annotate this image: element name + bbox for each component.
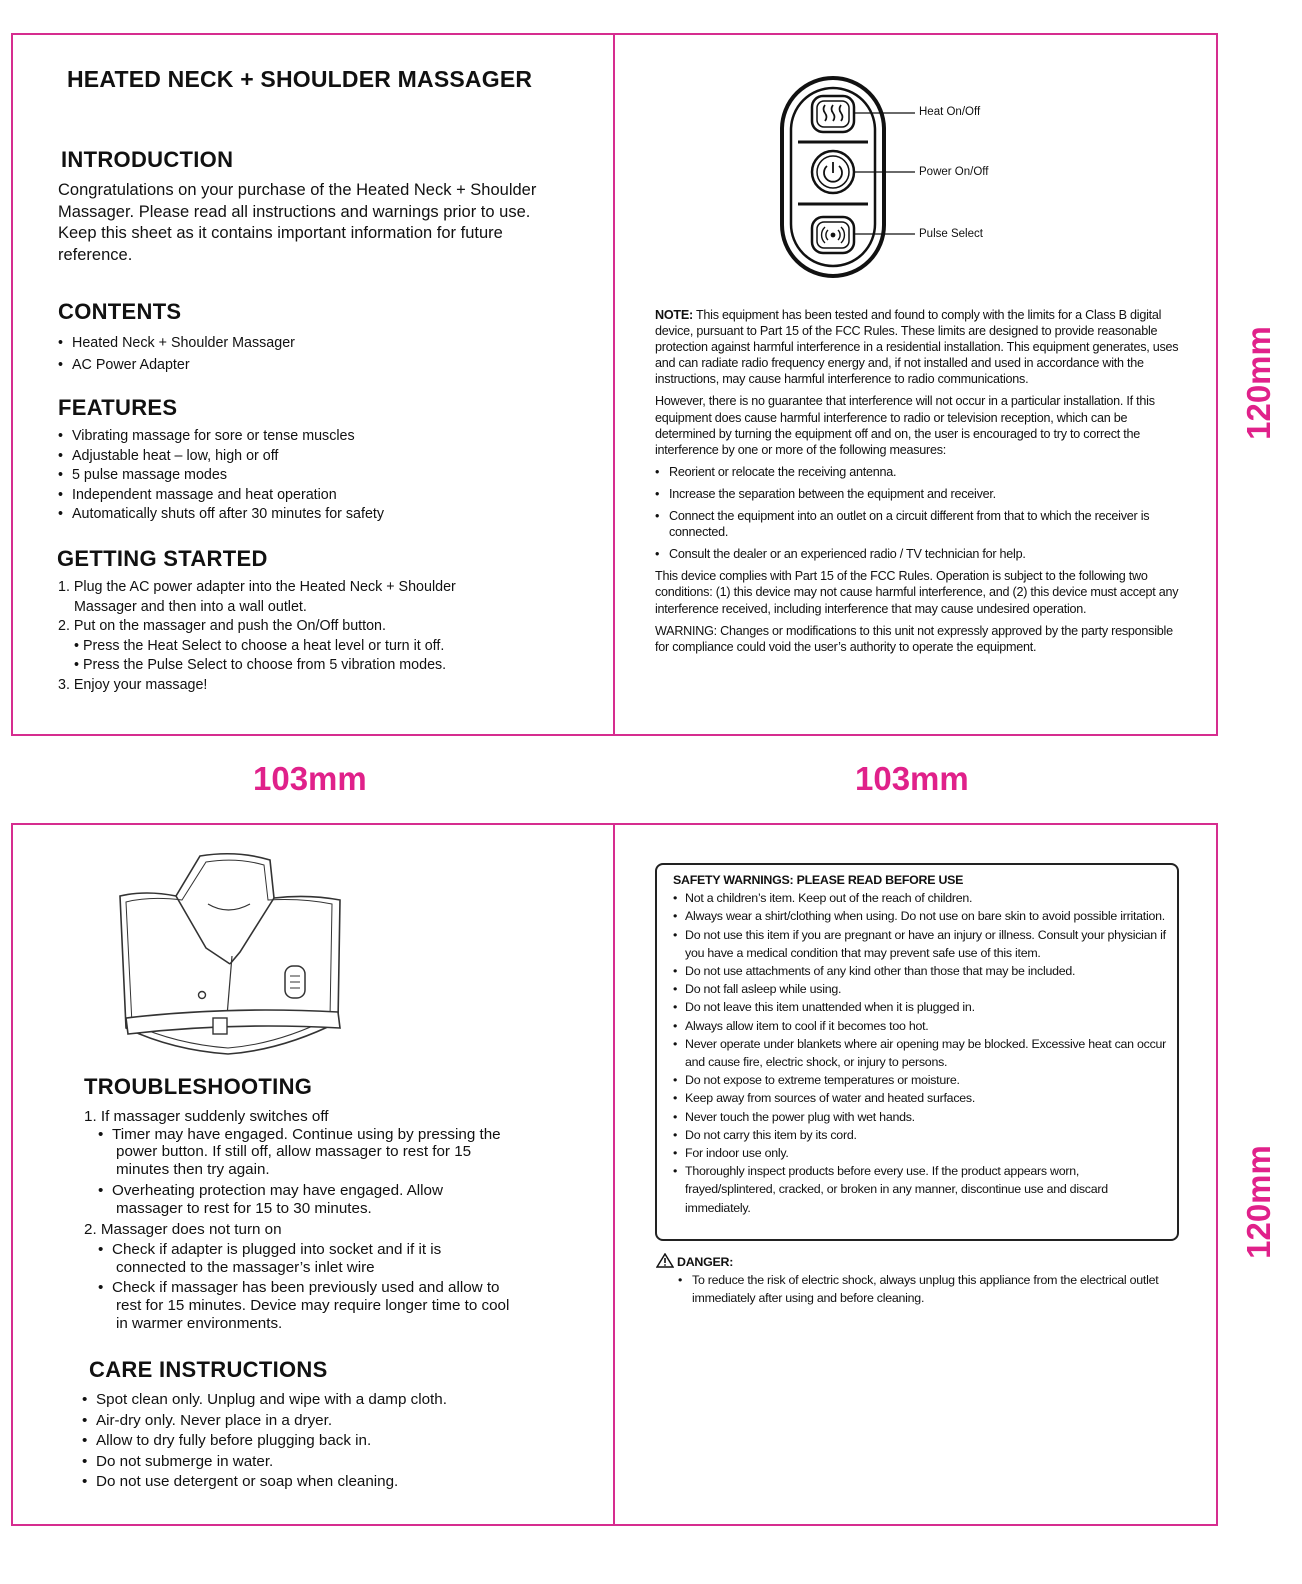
list-item: • Allow to dry fully before plugging back in.: [82, 1431, 447, 1452]
introduction-text: [58, 180, 603, 267]
list-item: • Adjustable heat – low, high or off: [58, 447, 384, 467]
power-button[interactable]: [812, 151, 854, 193]
dimension-height-bottom: 120mm: [1240, 1145, 1277, 1259]
trouble-item: 2. Massager does not turn on: [84, 1220, 282, 1238]
fcc-notice: [655, 307, 1180, 661]
warning-paragraph: WARNING: Changes or modifications to this unit not expressly approved by the party responsible for compliance could void the user’s authority to operate the equipment.: [655, 623, 1173, 654]
list-item: • Never operate under blankets where air opening may be blocked. Excessive heat can occur and cause fire, electric shock, or injury to persons.: [673, 1035, 1167, 1071]
step-line: 2. Put on the massager and push the On/Off button.: [58, 618, 386, 635]
list-item: • Do not use this item if you are pregnant or have an injury or illness. Consult your physician if you have a medical condition that may prevent safe use of this item.: [673, 926, 1167, 962]
contents-heading: CONTENTS: [58, 299, 182, 324]
list-item: • Always wear a shirt/clothing when using. Do not use on bare skin to avoid possible irritation.: [673, 907, 1167, 925]
list-item: • Vibrating massage for sore or tense muscles: [58, 427, 384, 447]
list-item: • Air-dry only. Never place in a dryer.: [82, 1411, 447, 1432]
list-item: • For indoor use only.: [673, 1144, 1167, 1162]
list-item: • Do not fall asleep while using.: [673, 980, 1167, 998]
power-label: Power On/Off: [919, 166, 989, 178]
features-list: [58, 427, 384, 525]
trouble-bullet: • Check if adapter is plugged into socket and if it is connected to the massager’s inlet wire: [84, 1241, 604, 1276]
step-line: • Press the Pulse Select to choose from 5 vibration modes.: [74, 657, 447, 674]
trouble-bullet: • Check if massager has been previously used and allow to rest for 15 minutes. Device may require longer time to cool in warmer environments.: [84, 1279, 604, 1332]
list-item: • Independent massage and heat operation: [58, 486, 384, 506]
heat-button[interactable]: [812, 96, 854, 132]
list-item: • Do not submerge in water.: [82, 1452, 447, 1473]
safety-warnings: [673, 871, 1167, 1217]
list-item: • Automatically shuts off after 30 minutes for safety: [58, 505, 384, 525]
measures-list: [655, 464, 1180, 562]
list-item: • Always allow item to cool if it becomes too hot.: [673, 1017, 1167, 1035]
danger-list: [656, 1271, 1178, 1307]
list-item: • Connect the equipment into an outlet on a circuit different from that to which the receiver is connected.: [655, 508, 1180, 540]
care-instructions-heading: CARE INSTRUCTIONS: [89, 1357, 328, 1382]
features-heading: FEATURES: [58, 395, 178, 420]
warning-triangle-icon: [656, 1253, 674, 1268]
step-line: 3. Enjoy your massage!: [58, 676, 208, 693]
trouble-item: 1. If massager suddenly switches off: [84, 1108, 329, 1125]
contents-list: [58, 333, 295, 376]
list-item: • Spot clean only. Unplug and wipe with a damp cloth.: [82, 1390, 447, 1411]
list-item: • Increase the separation between the equipment and receiver.: [655, 486, 1180, 502]
top-panels-divider: [613, 33, 615, 736]
getting-started-steps: [58, 578, 603, 696]
intro-line: Congratulations on your purchase of the Heated Neck + Shoulder: [58, 181, 537, 199]
intro-line: Massager. Please read all instructions and warnings prior to use.: [58, 202, 531, 221]
intro-line: reference.: [58, 246, 133, 265]
pulse-button[interactable]: [812, 217, 854, 253]
massager-illustration: [112, 852, 348, 1062]
safety-list: [673, 889, 1167, 1217]
care-list: [82, 1390, 447, 1493]
list-item: • Do not use detergent or soap when cleaning.: [82, 1472, 447, 1493]
dimension-width-left: 103mm: [253, 760, 367, 797]
complies-paragraph: This device complies with Part 15 of the FCC Rules. Operation is subject to the following two conditions: (1) this device may not cause harmful interference, and (2) this device must accept any interference received, including interference that may cause undesired operation.: [655, 569, 1179, 616]
introduction-heading: INTRODUCTION: [61, 147, 234, 172]
list-item: • Consult the dealer or an experienced radio / TV technician for help.: [655, 546, 1180, 562]
danger-heading-row: DANGER:: [656, 1253, 1178, 1271]
getting-started-heading: GETTING STARTED: [57, 546, 268, 571]
list-item: • Do not carry this item by its cord.: [673, 1126, 1167, 1144]
troubleshooting-list: [84, 1108, 604, 1332]
list-item: • Do not use attachments of any kind other than those that may be included.: [673, 962, 1167, 980]
step-line: Massager and then into a wall outlet.: [74, 598, 307, 615]
pulse-label: Pulse Select: [919, 228, 983, 240]
list-item: • To reduce the risk of electric shock, always unplug this appliance from the electrical outlet immediately after using and before cleaning.: [678, 1271, 1178, 1307]
page-title: HEATED NECK + SHOULDER MASSAGER: [67, 66, 533, 92]
list-item: • Reorient or relocate the receiving antenna.: [655, 464, 1180, 480]
list-item: • 5 pulse massage modes: [58, 466, 384, 486]
dimension-width-right: 103mm: [855, 760, 969, 797]
list-item: • Do not expose to extreme temperatures or moisture.: [673, 1071, 1167, 1089]
bottom-panels-divider: [613, 823, 615, 1526]
heat-label: Heat On/Off: [919, 106, 981, 118]
list-item: • Never touch the power plug with wet hands.: [673, 1108, 1167, 1126]
safety-heading: SAFETY WARNINGS: PLEASE READ BEFORE USE: [673, 873, 964, 887]
note-text: This equipment has been tested and found to comply with the limits for a Class B digital device, pursuant to Part 15 of the FCC Rules. These limits are designed to provide reasonable protection against harmful interference in a residential installation. This equipment generates, uses and can radiate radio frequency energy and, if not installed and used in accordance with the instructions, may cause harmful interference to radio communications.: [655, 308, 1179, 387]
step-line: • Press the Heat Select to choose a heat level or turn it off.: [74, 637, 445, 654]
danger-section: [656, 1253, 1178, 1308]
list-item: • Do not leave this item unattended when it is plugged in.: [673, 998, 1167, 1016]
list-item: • Not a children’s item. Keep out of the reach of children.: [673, 889, 1167, 907]
troubleshooting-heading: TROUBLESHOOTING: [84, 1074, 313, 1099]
intro-line: Keep this sheet as it contains important information for future: [58, 224, 503, 243]
dimension-height-top: 120mm: [1240, 326, 1277, 440]
trouble-bullet: • Timer may have engaged. Continue using by pressing the power button. If still off, allow massager to rest for 15 minutes then try again.: [84, 1126, 604, 1179]
note-label: NOTE:: [655, 308, 693, 322]
list-item: • AC Power Adapter: [58, 355, 295, 377]
fcc-note-paragraph: [655, 307, 1180, 387]
however-paragraph: However, there is no guarantee that interference will not occur in a particular installation. If this equipment does cause harmful interference to radio or television reception, which can be determined by turning the equipment off and on, the user is encouraged to try to correct the interference by one or more of the following measures:: [655, 394, 1155, 457]
list-item: • Keep away from sources of water and heated surfaces.: [673, 1089, 1167, 1107]
list-item: • Heated Neck + Shoulder Massager: [58, 333, 295, 355]
list-item: • Thoroughly inspect products before every use. If the product appears worn, frayed/splintered, cracked, or broken in any manner, discontinue use and discard immediately.: [673, 1162, 1167, 1217]
trouble-bullet: • Overheating protection may have engaged. Allow massager to rest for 15 to 30 minutes.: [84, 1182, 604, 1217]
step-line: 1. Plug the AC power adapter into the Heated Neck + Shoulder: [58, 579, 456, 595]
